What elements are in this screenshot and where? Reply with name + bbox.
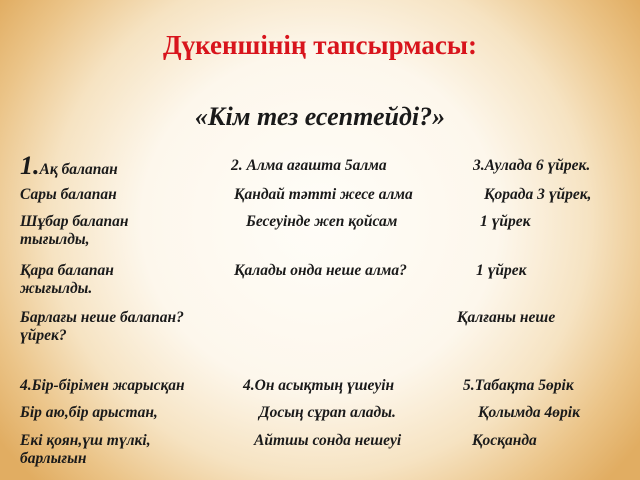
puzzle-3-line-8: үйрек? bbox=[20, 327, 67, 344]
puzzle-5-line-3: Айтшы сонда нешеуі bbox=[254, 432, 402, 449]
puzzle-2-line-2: Қандай тәтті жесе алма bbox=[234, 186, 413, 203]
puzzle-3-line-5: 1 үйрек bbox=[476, 262, 527, 279]
puzzle-2-line-4: Қалады онда неше алма? bbox=[234, 262, 407, 279]
puzzle-2-line-3: Бесеуінде жеп қойсам bbox=[246, 213, 398, 230]
puzzle-4-line-3: Екі қоян,үш түлкі, bbox=[20, 432, 151, 449]
puzzle-3-line-6: жығылды. bbox=[20, 280, 93, 297]
puzzle-4-line-4: барлығын bbox=[20, 450, 87, 467]
puzzle-4-line-1: 4.Бір-бірімен жарысқан bbox=[20, 377, 185, 394]
puzzle-5-line-1: 4.Он асықтың үшеуін bbox=[243, 377, 395, 394]
puzzle-1-line-5: Барлағы неше балапан? bbox=[20, 309, 184, 326]
puzzle-5-line-2: Досың сұрап алады. bbox=[259, 404, 396, 421]
puzzle-3-line-4: тығылды, bbox=[20, 231, 90, 248]
puzzle-1-line-4: Қара балапан bbox=[20, 262, 114, 279]
slide-title: Дүкеншінің тапсырмасы: bbox=[163, 30, 477, 60]
puzzle-3-line-3: 1 үйрек bbox=[480, 213, 531, 230]
puzzle-4-line-2: Бір аю,бір арыстан, bbox=[20, 404, 158, 421]
puzzle-6-line-3: Қосқанда bbox=[472, 432, 537, 449]
puzzle-3-line-7: Қалғаны неше bbox=[457, 309, 556, 326]
puzzle-6-line-2: Қолымда 4өрік bbox=[478, 404, 580, 421]
puzzle-2-line-1: 2. Алма ағашта 5алма bbox=[231, 157, 387, 174]
puzzle-6-line-1: 5.Табақта 5өрік bbox=[463, 377, 574, 394]
puzzle-1-line-2: Сары балапан bbox=[20, 186, 117, 203]
puzzle-3-line-2: Қорада 3 үйрек, bbox=[484, 186, 592, 203]
puzzle-1-line-3: Шұбар балапан bbox=[20, 213, 129, 230]
slide-subtitle: «Кім тез есептейді?» bbox=[194, 102, 446, 131]
puzzle-3-line-1: 3.Аулада 6 үйрек. bbox=[473, 157, 591, 174]
puzzle-1-number: 1. bbox=[20, 151, 40, 180]
puzzle-1-line-1: 1.Ақ балапан bbox=[20, 151, 118, 180]
